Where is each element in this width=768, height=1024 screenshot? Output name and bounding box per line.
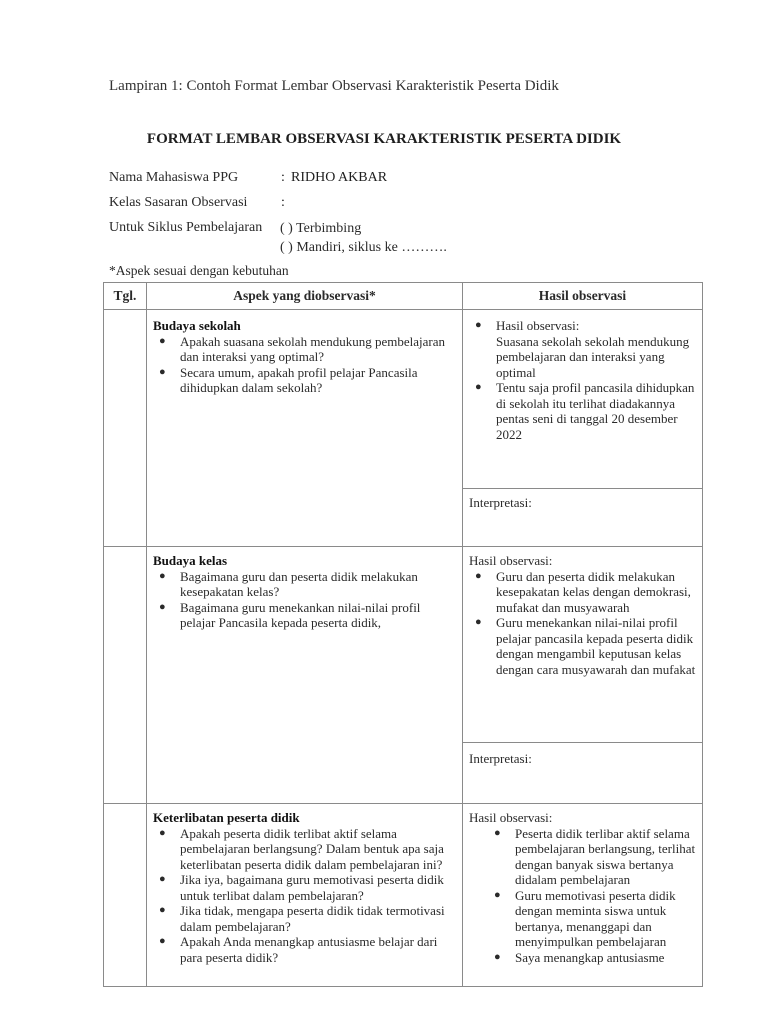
kelas-label: Kelas Sasaran Observasi: [109, 195, 248, 210]
header-tgl: Tgl.: [104, 283, 147, 310]
list-item: ● Guru memotivasi peserta didik dengan meminta siswa untuk bertanya, menanggapi dan menyimpulkan pembelajaran: [494, 887, 676, 949]
interpretasi-label: Interpretasi:: [469, 495, 532, 510]
kelas-colon: :: [281, 195, 285, 210]
list-item: ● Apakah suasana sekolah mendukung pembelajaran dan interaksi yang optimal?: [159, 333, 445, 364]
list-item: ● Guru dan peserta didik melakukan kesepakatan kelas dengan demokrasi, mufakat dan musyawarah: [475, 568, 691, 615]
list-item: ● Tentu saja profil pancasila dihidupkan di sekolah itu terlihat diadakannya pentas seni di tanggal 20 desember 2022: [475, 380, 695, 442]
header-hasil: Hasil observasi: [463, 283, 703, 310]
document-caption: Lampiran 1: Contoh Format Lembar Observasi Karakteristik Peserta Didik: [109, 78, 559, 94]
table-header-row: [104, 283, 703, 310]
aspek-title: Budaya sekolah: [153, 318, 241, 333]
aspek-cell: [147, 804, 463, 987]
bullet-icon: ●: [475, 569, 482, 582]
bullet-icon: ●: [494, 950, 501, 963]
tgl-cell: [104, 547, 147, 804]
aspek-title: Budaya kelas: [153, 553, 228, 568]
bullet-icon: ●: [159, 904, 166, 916]
bullet-icon: ●: [494, 888, 501, 901]
list-item: ● Apakah peserta didik terlibat aktif selama pembelajaran berlangsung? Dalam bentuk apa saja keterlibatan peserta didik dalam pembelajaran ini?: [159, 825, 444, 872]
bullet-icon: ●: [159, 334, 166, 347]
list-item: ● Jika iya, bagaimana guru memotivasi peserta didik untuk terlibat dalam pembelajaran?: [159, 872, 444, 903]
list-item: ● Bagaimana guru menekankan nilai-nilai profil pelajar Pancasila kepada peserta didik,: [159, 599, 421, 630]
interpretasi-cell: [463, 743, 703, 804]
interpretasi-label: Interpretasi:: [469, 751, 532, 766]
hasil-cell: [463, 310, 703, 489]
list-item: ● Bagaimana guru dan peserta didik melakukan kesepakatan kelas?: [159, 568, 418, 599]
nama-label: Nama Mahasiswa PPG: [109, 170, 239, 185]
list-item: ● Apakah Anda menangkap antusiasme belajar dari para peserta didik?: [159, 934, 438, 965]
nama-value: RIDHO AKBAR: [291, 170, 388, 185]
table-row: [104, 310, 703, 489]
nama-colon: :: [281, 170, 285, 185]
observation-table: [103, 282, 703, 987]
aspect-note: *Aspek sesuai dengan kebutuhan: [109, 263, 289, 278]
bullet-icon: ●: [475, 319, 482, 331]
list-item: ● Saya menangkap antusiasme: [494, 949, 665, 965]
hasil-cell: [463, 547, 703, 743]
list-item: ● Secara umum, apakah profil pelajar Pancasila dihidupkan dalam sekolah?: [159, 364, 418, 395]
hasil-text: Suasana sekolah sekolah mendukung pembelajaran dan interaksi yang optimal: [496, 333, 690, 380]
bullet-icon: ●: [159, 600, 166, 613]
aspek-title: Keterlibatan peserta didik: [153, 810, 300, 825]
bullet-icon: ●: [475, 616, 482, 628]
table-row: [104, 547, 703, 743]
siklus-label: Untuk Siklus Pembelajaran: [109, 220, 263, 235]
list-item: ● Jika tidak, mengapa peserta didik tidak termotivasi dalam pembelajaran?: [159, 903, 445, 934]
aspek-cell: [147, 547, 463, 804]
list-item: ● Guru menekankan nilai-nilai profil pelajar pancasila kepada peserta didik dengan mengambil keputusan kelas dengan cara musyawarah dan mufakat: [475, 615, 696, 677]
bullet-icon: ●: [159, 569, 166, 582]
list-item: ● Hasil observasi: Suasana sekolah sekolah mendukung pembelajaran dan interaksi yang optimal: [475, 318, 690, 380]
tgl-cell: [104, 310, 147, 547]
tgl-cell: [104, 804, 147, 987]
hasil-label: Hasil observasi:: [469, 810, 553, 825]
option-mandiri: ( ) Mandiri, siklus ke ……….: [280, 240, 447, 255]
interpretasi-cell: [463, 489, 703, 547]
hasil-label: Hasil observasi:: [469, 553, 553, 568]
bullet-icon: ●: [159, 935, 166, 947]
header-aspek: Aspek yang diobservasi*: [147, 283, 463, 310]
option-terbimbing: ( ) Terbimbing: [280, 221, 362, 236]
bullet-icon: ●: [159, 826, 166, 839]
bullet-icon: ●: [475, 381, 482, 393]
bullet-icon: ●: [159, 365, 166, 378]
hasil-cell: [463, 804, 703, 987]
table-row: [104, 804, 703, 987]
bullet-icon: ●: [159, 873, 166, 885]
document-title: FORMAT LEMBAR OBSERVASI KARAKTERISTIK PESERTA DIDIK: [146, 131, 622, 147]
bullet-icon: ●: [494, 826, 501, 839]
list-item: ● Peserta didik terlibar aktif selama pembelajaran berlangsung, terlihat dengan banyak siswa bertanya didalam pembelajaran: [494, 825, 696, 887]
aspek-cell: [147, 310, 463, 547]
